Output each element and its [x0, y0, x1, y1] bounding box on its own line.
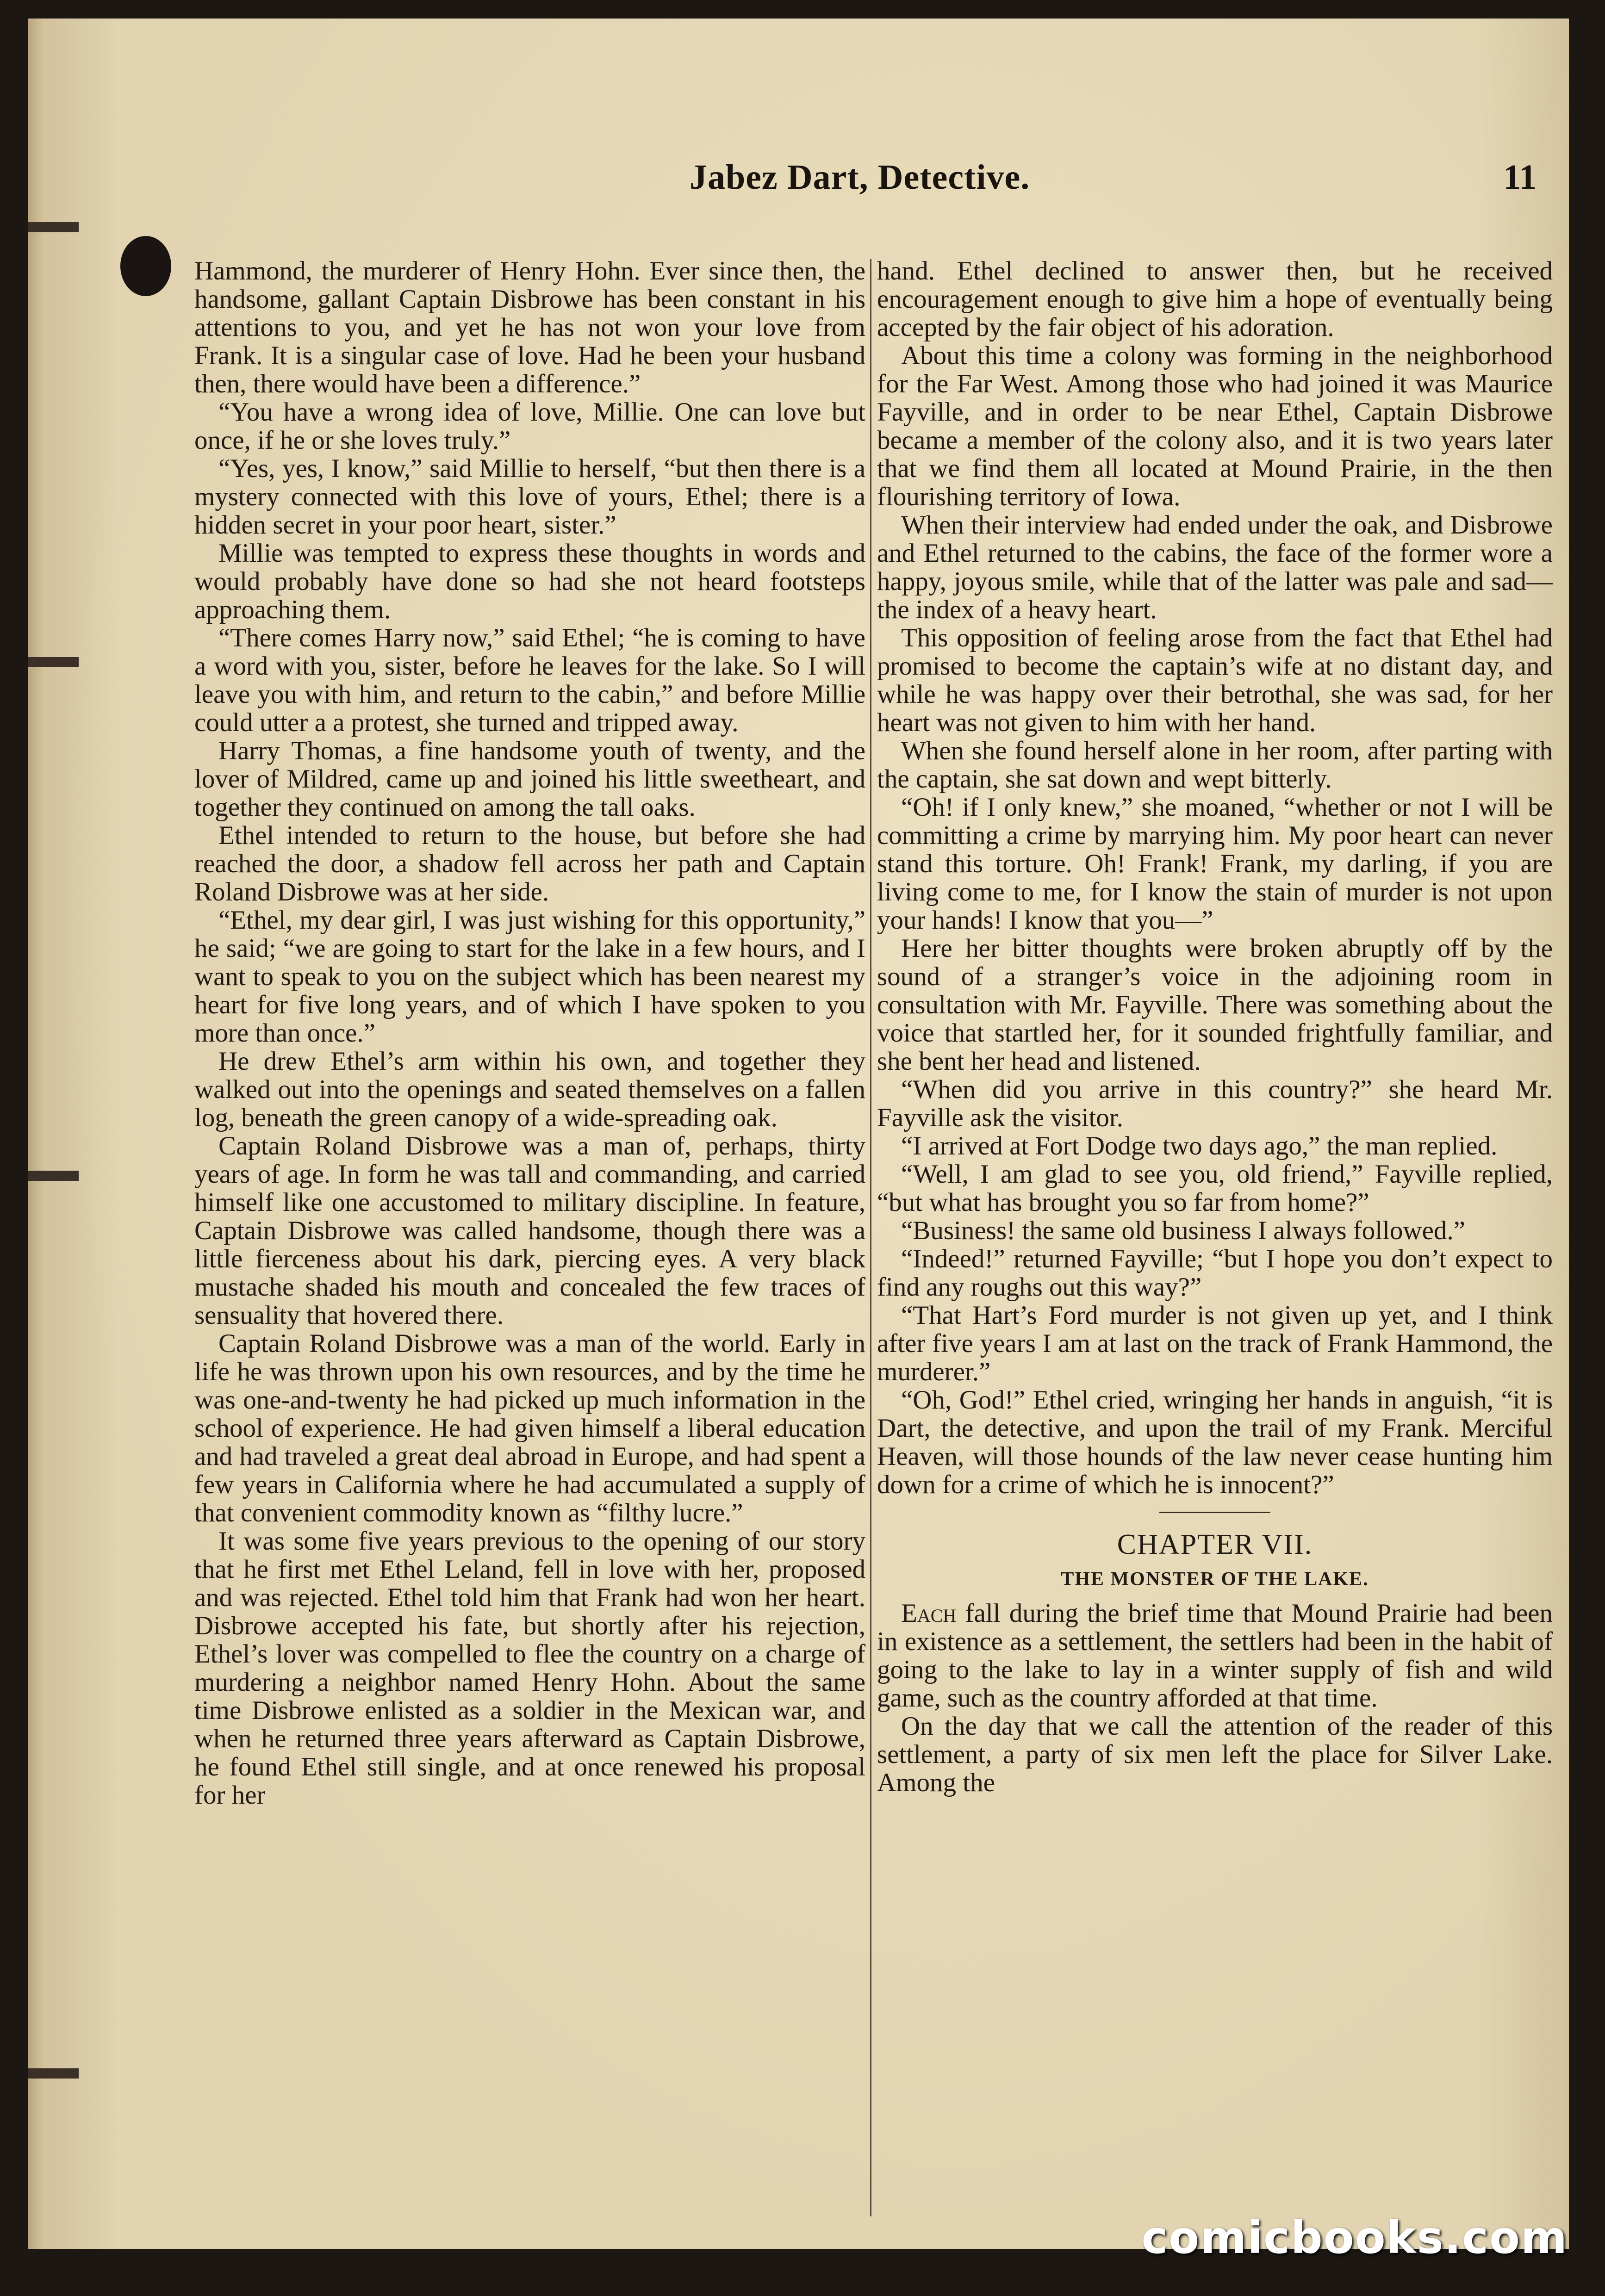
binding-hole — [120, 236, 171, 296]
paragraph: “I arrived at Fort Dodge two days ago,” the man replied. — [901, 1131, 1498, 1160]
paragraph: “You have a wrong idea of love, Millie. One can love but once, if he or she loves truly.” — [194, 397, 865, 455]
paragraph: “There comes Harry now,” said Ethel; “he is coming to have a word with you, sister, before he leaves for the lake. So I will leave you with him, and return to the cabin,” and before Millie could utter a a protest, she turned and tripped away. — [194, 623, 865, 737]
paragraph: Hammond, the murderer of Henry Hohn. Ever since then, the handsome, gallant Captain Disbrowe has been constant in his attentions to you, and yet he has not won your love from Frank. It is a singular case of love. Had he been your husband then, there would have been a difference.” — [194, 256, 865, 398]
binding-staple — [28, 1171, 79, 1181]
paragraph: “Ethel, my dear girl, I was just wishing for this opportunity,” he said; “we are going to start for the lake in a few hours, and I want to speak to you on the subject which has been nearest my heart for five long years, and of which I have spoken to you more than once.” — [194, 906, 865, 1048]
page-spine-edge — [28, 19, 46, 2249]
paragraph: Here her bitter thoughts were broken abruptly off by the sound of a stranger’s voice in the adjoining room in consultation with Mr. Fayville. There was something about the voice that startled her, for it sounded frightfully familiar, and she bent her head and listened. — [877, 934, 1553, 1076]
chapter-paragraphs — [877, 1599, 1553, 1797]
running-head: Jabez Dart, Detective. — [690, 158, 1030, 197]
paragraph — [877, 1599, 1553, 1712]
book-page — [28, 19, 1569, 2249]
paragraph: When she found herself alone in her room, after parting with the captain, she sat down and wept bitterly. — [877, 736, 1553, 794]
chapter-divider — [1159, 1512, 1270, 1513]
paragraph: On the day that we call the attention of the reader of this settlement, a party of six men left the place for Silver Lake. Among the — [877, 1712, 1553, 1797]
paragraph: “That Hart’s Ford murder is not given up yet, and I think after five years I am at last on the track of Frank Hammond, the murderer.” — [877, 1301, 1553, 1386]
binding-staple — [28, 2068, 79, 2079]
right-column — [877, 257, 1553, 1797]
chapter-opening-text: fall during the brief time that Mound Prairie had been in existence as a settlement, the settlers had been in the habit of going to the lake to lay in a winter supply of fish and wild game, such as the country afforded at that time. — [877, 1599, 1553, 1713]
binding-staple — [28, 222, 79, 232]
paragraph: “Oh, God!” Ethel cried, wringing her hands in anguish, “it is Dart, the detective, and upon the trail of my Frank. Merciful Heaven, will those hounds of the law never cease hunting him down for a crime of which he is innocent?” — [877, 1385, 1553, 1499]
watermark: comicbooks.com — [1141, 2212, 1568, 2264]
page-header — [690, 157, 1569, 208]
paragraph: Ethel intended to return to the house, but before she had reached the door, a shadow fell across her path and Captain Roland Disbrowe was at her side. — [194, 821, 865, 906]
column-rule — [870, 259, 871, 2216]
paragraph: hand. Ethel declined to answer then, but he received encouragement enough to give him a hope of eventually being accepted by the fair object of his adoration. — [877, 256, 1553, 342]
left-column — [194, 257, 865, 1809]
paragraph: He drew Ethel’s arm within his own, and together they walked out into the openings and seated themselves on a fallen log, beneath the green canopy of a wide-spreading oak. — [194, 1047, 865, 1132]
paragraph: “Business! the same old business I always followed.” — [901, 1216, 1465, 1245]
paragraph: Captain Roland Disbrowe was a man of the world. Early in life he was thrown upon his own resources, and by the time he was one-and-twenty he had picked up much information in the school of experience. He had given himself a liberal education and had traveled a great deal abroad in Europe, and had spent a few years in California where he had accumulated a supply of that convenient commodity known as “filthy lucre.” — [194, 1329, 865, 1527]
paragraph: “Indeed!” returned Fayville; “but I hope you don’t expect to find any roughs out this way?” — [877, 1244, 1553, 1302]
binding-staple — [28, 657, 79, 667]
paragraph: Millie was tempted to express these thoughts in words and would probably have done so had she not heard footsteps approaching them. — [194, 539, 865, 624]
paragraph: “Well, I am glad to see you, old friend,” Fayville replied, “but what has brought you so far from home?” — [877, 1160, 1553, 1217]
chapter-subtitle: THE MONSTER OF THE LAKE. — [1061, 1569, 1369, 1590]
page-number: 11 — [1503, 158, 1537, 197]
paragraph: This opposition of feeling arose from the fact that Ethel had promised to become the captain’s wife at no distant day, and while he was happy over their betrothal, she was sad, for her heart was not given to him with her hand. — [877, 623, 1553, 737]
paragraph: “Yes, yes, I know,” said Millie to herself, “but then there is a mystery connected with this love of yours, Ethel; there is a hidden secret in your poor heart, sister.” — [194, 454, 865, 540]
paragraph: “When did you arrive in this country?” she heard Mr. Fayville ask the visitor. — [877, 1075, 1553, 1132]
chapter-title: CHAPTER VII. — [1117, 1529, 1313, 1560]
paragraph: Harry Thomas, a fine handsome youth of twenty, and the lover of Mildred, came up and joined his little sweetheart, and together they continued on among the tall oaks. — [194, 736, 865, 822]
paragraph: Captain Roland Disbrowe was a man of, perhaps, thirty years of age. In form he was tall and commanding, and carried himself like one accustomed to military discipline. In feature, Captain Disbrowe was called handsome, though there was a little fierceness about his dark, piercing eyes. A very black mustache shaded his mouth and concealed the few traces of sensuality that hovered there. — [194, 1131, 865, 1330]
paragraph: About this time a colony was forming in the neighborhood for the Far West. Among those who had joined it was Maurice Fayville, and in order to be near Ethel, Captain Disbrowe became a member of the colony also, and it is two years later that we find them all located at Mound Prairie, in the then flourishing territory of Iowa. — [877, 341, 1553, 511]
chapter-lead-word: Each — [901, 1599, 957, 1628]
paragraph: When their interview had ended under the oak, and Disbrowe and Ethel returned to the cabins, the face of the former wore a happy, joyous smile, while that of the latter was pale and sad—the index of a heavy heart. — [877, 510, 1553, 624]
paragraph: It was some five years previous to the opening of our story that he first met Ethel Leland, fell in love with her, proposed and was rejected. Ethel told him that Frank had won her heart. Disbrowe accepted his fate, but shortly after his rejection, Ethel’s lover was compelled to flee the country on a charge of murdering a neighbor named Henry Hohn. About the same time Disbrowe enlisted as a soldier in the Mexican war, and when he returned three years afterward as Captain Disbrowe, he found Ethel still single, and at once renewed his proposal for her — [194, 1527, 865, 1810]
right-column-paragraphs — [877, 257, 1553, 1499]
paragraph: “Oh! if I only knew,” she moaned, “whether or not I will be committing a crime by marrying him. My poor heart can never stand this torture. Oh! Frank! Frank, my darling, if you are living come to me, for I know the stain of murder is not upon your hands! I know that you—” — [877, 793, 1553, 935]
